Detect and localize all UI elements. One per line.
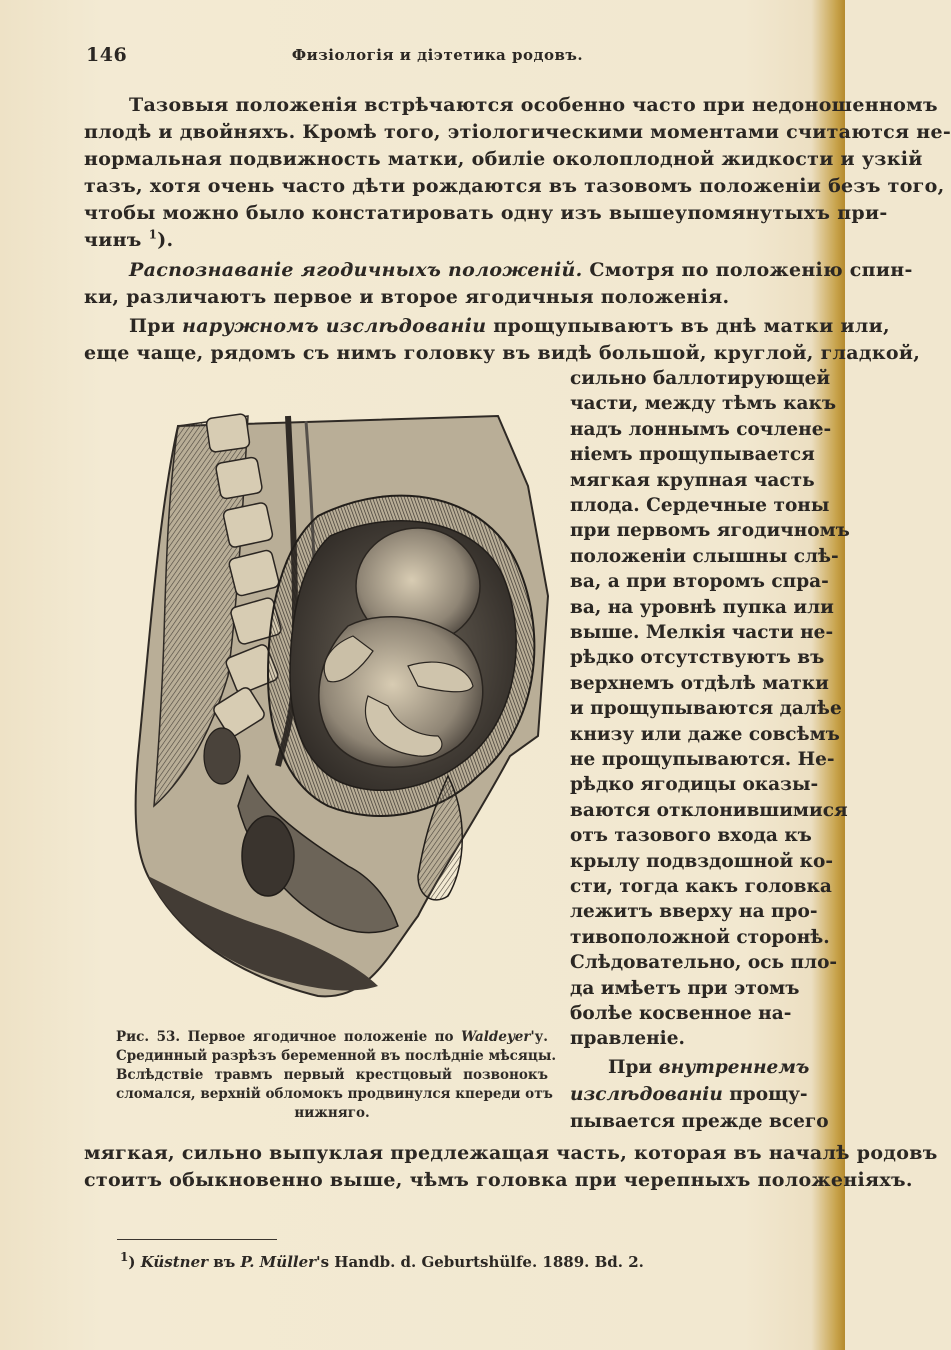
- column-line: тивоположной сторонѣ.: [570, 926, 830, 948]
- paragraph-2-line-1: [129, 257, 913, 284]
- paragraph-4-line-5: стоитъ обыкновенно выше, чѣмъ головка при черепныхъ положеніяхъ.: [84, 1169, 913, 1191]
- paragraph-3-line-1-rest: прощупываютъ въ днѣ матки или,: [493, 315, 890, 337]
- column-line: сти, тогда какъ головка: [570, 876, 832, 897]
- column-line: надъ лоннымъ сочлене-: [570, 418, 832, 440]
- column-line: ва, а при второмъ спра-: [570, 571, 829, 593]
- column-line: не прощупываются. Не-: [570, 749, 835, 770]
- footnote-author: Küstner: [140, 1253, 209, 1271]
- footnote-divider: [117, 1239, 277, 1240]
- column-line: мягкая крупная часть: [570, 469, 815, 491]
- section-heading: Распознаваніе ягодичныхъ положеній.: [129, 259, 583, 281]
- paragraph-4-line-3: пывается прежде всего: [570, 1111, 829, 1132]
- footnote-ref: 1: [148, 227, 158, 242]
- page-number: 146: [86, 44, 128, 66]
- caption-text: Рис. 53. Первое ягодичное положеніе по: [116, 1029, 454, 1045]
- paragraph-1-last-word: чинъ: [84, 229, 142, 251]
- column-line: положеніи слышны слѣ-: [570, 545, 839, 567]
- paragraph-1-line-4: тазъ, хотя очень часто дѣти рождаются въ тазовомъ положеніи безъ того,: [84, 175, 945, 197]
- paragraph-1-line-6: [84, 227, 790, 254]
- caption-line-2: Срединный разрѣзъ беременной въ послѣдніе мѣсяцы.: [116, 1048, 557, 1064]
- footnote: $^1$) Küstner въ P. Müller's Handb. d. Geburtshülfe. 1889. Bd. 2.: [120, 1250, 644, 1271]
- column-line: отъ тазового входа къ: [570, 825, 812, 847]
- column-line: болѣе косвенное на-: [570, 1003, 792, 1024]
- paragraph-3-italic: наружномъ изслѣдованіи: [182, 315, 487, 337]
- footnote-text-b: 's Handb. d. Geburtshülfe. 1889. Bd. 2.: [316, 1253, 644, 1271]
- running-title: Физіологія и діэтетика родовъ.: [291, 46, 584, 64]
- paragraph-3-line-2: еще чаще, рядомъ съ нимъ головку въ видѣ большой, круглой, гладкой,: [84, 342, 921, 364]
- paragraph-1-line-5: чтобы можно было констатировать одну изъ вышеупомянутыхъ при-: [84, 202, 888, 224]
- paragraph-1-line-2: плодѣ и двойняхъ. Кромѣ того, этіологическими моментами считаются не-: [84, 121, 951, 143]
- caption-line-3: Вслѣдствіе травмъ первый крестцовый позвонокъ: [116, 1067, 548, 1083]
- paragraph-4-italic-1: внутреннемъ: [658, 1057, 810, 1078]
- column-line: при первомъ ягодичномъ: [570, 520, 850, 542]
- column-line: части, между тѣмъ какъ: [570, 393, 837, 415]
- paragraph-1-line-1: Тазовыя положенія встрѣчаются особенно часто при недоношенномъ: [129, 94, 938, 116]
- column-line: ніемъ прощупывается: [570, 444, 815, 466]
- figure-caption: [116, 1028, 557, 1123]
- paragraph-4-line-4: мягкая, сильно выпуклая предлежащая часть, которая въ началѣ родовъ: [84, 1142, 938, 1164]
- column-line: выше. Мелкія части не-: [570, 622, 834, 643]
- paragraph-4-start: При: [608, 1057, 653, 1078]
- paragraph-4-italic-2: изслѣдованіи: [570, 1084, 723, 1105]
- column-line: сильно баллотирующей: [570, 368, 831, 389]
- footnote-marker: 1: [120, 1250, 129, 1264]
- column-line: ва, на уровнѣ пупка или: [570, 596, 834, 618]
- column-line: правленіе.: [570, 1028, 685, 1050]
- column-line: рѣдко отсутствуютъ въ: [570, 647, 825, 669]
- column-line: лежитъ вверху на про-: [570, 901, 818, 923]
- caption-line-4: сломался, верхній обломокъ продвинулся кпереди отъ: [116, 1086, 553, 1102]
- column-line: книзу или даже совсѣмъ: [570, 723, 840, 745]
- rectum: [242, 816, 294, 896]
- paragraph-4-line-2: [570, 1082, 808, 1107]
- column-line: и прощупываются далѣе: [570, 698, 842, 720]
- column-line: да имѣетъ при этомъ: [570, 977, 800, 999]
- column-line: крылу подвздошной ко-: [570, 850, 834, 872]
- paragraph-1-line-3: нормальная подвижность матки, обиліе околоплодной жидкости и узкій: [84, 148, 923, 170]
- footnote-text-a: въ: [213, 1253, 236, 1271]
- caption-suffix: 'у.: [530, 1029, 548, 1045]
- paragraph-4-line-1: [608, 1055, 810, 1080]
- caption-line-1: [116, 1028, 548, 1047]
- anatomical-illustration: [118, 396, 554, 1008]
- column-line: плода. Сердечные тоны: [570, 495, 830, 516]
- paragraph-4-rest-1: прощу-: [729, 1084, 808, 1105]
- column-line: Слѣдовательно, ось пло-: [570, 952, 838, 974]
- column-line: рѣдко ягодицы оказы-: [570, 774, 819, 796]
- footnote-editor: P. Müller: [240, 1253, 317, 1271]
- column-line: верхнемъ отдѣлѣ матки: [570, 672, 829, 694]
- paragraph-3-start: При: [129, 315, 176, 337]
- caption-line-5: нижняго.: [294, 1105, 370, 1121]
- paragraph-1-end: ).: [157, 229, 174, 251]
- paragraph-3-line-1: [129, 313, 890, 340]
- caption-author: Waldeyer: [461, 1029, 531, 1045]
- column-line: ваются отклонившимися: [570, 799, 848, 821]
- paragraph-2-line-1-rest: Смотря по положенію спин-: [589, 259, 913, 281]
- paragraph-2-line-2: ки, различаютъ первое и второе ягодичныя положенія.: [84, 286, 730, 308]
